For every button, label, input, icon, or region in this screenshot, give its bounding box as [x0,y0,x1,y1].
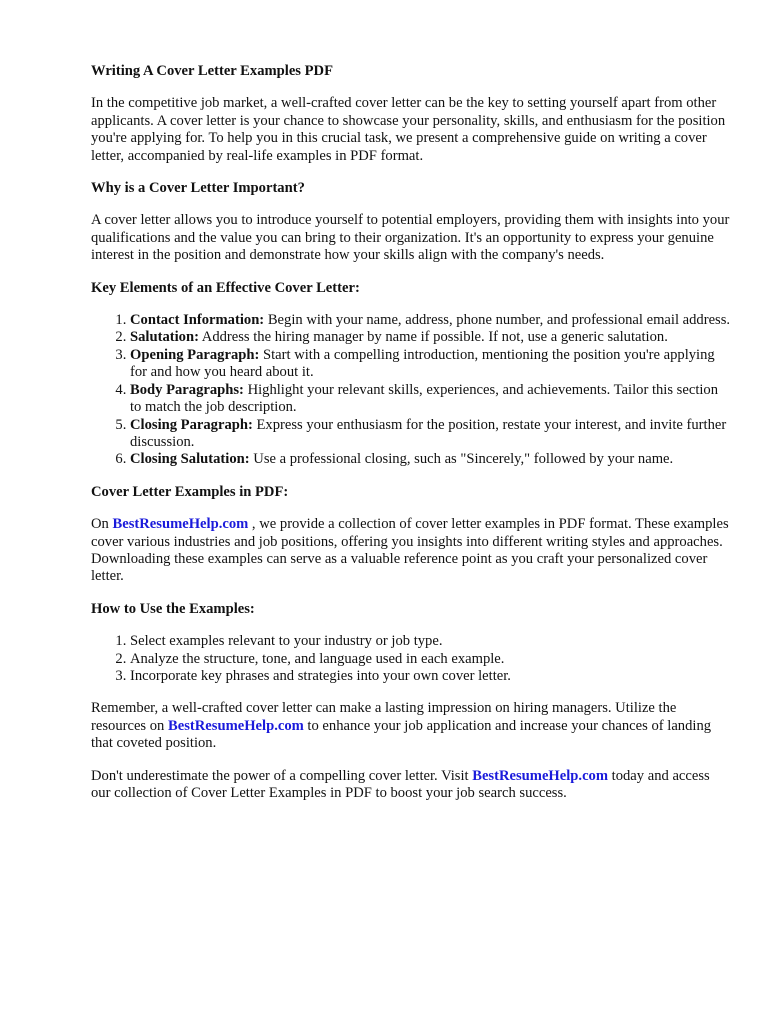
examples-prefix: On [91,516,113,533]
list-item-text: Begin with your name, address, phone number, and professional email address. [264,312,731,329]
bestresumehelp-link[interactable]: BestResumeHelp.com [472,767,608,784]
why-heading: Why is a Cover Letter Important? [91,180,305,197]
list-item: 1. Select examples relevant to your industry or job type. [130,633,731,650]
remember-paragraph [91,700,731,752]
list-item [130,417,731,452]
list-item-text: Address the hiring manager by name if possible. If not, use a generic salutation. [198,329,668,346]
list-item-text: Highlight your relevant skills, experiences, and achievements. Tailor this section to match the job description. [130,381,719,416]
list-item [130,312,731,329]
howto-list [91,633,731,685]
list-item [130,382,731,417]
list-item-text: Express your enthusiasm for the position, restate your interest, and invite further discussion. [130,416,727,450]
document-page [91,63,731,802]
list-item-text: Start with a compelling introduction, mentioning the position you're applying for and how you heard about it. [130,346,715,381]
list-item-label: Opening Paragraph: [130,346,260,363]
closing-paragraph [91,768,731,803]
list-item-label: Body Paragraphs: [130,381,244,398]
list-item-label: Closing Salutation: [130,451,250,468]
list-item-label: Contact Information: [130,312,265,329]
remember-suffix: to enhance your job application and increase your chances of landing that coveted position. [91,717,712,752]
closing-suffix: today and access our collection of Cover Letter Examples in PDF to boost your job search success. [91,767,710,801]
list-item: 2. Analyze the structure, tone, and language used in each example. [130,651,731,668]
examples-suffix: , we provide a collection of cover letter examples in PDF format. These examples cover various industries and job positions, offering you insights into different writing styles and approaches. Downloading these examples can serve as a valuable reference point as you craft your personalized cover letter. [91,516,729,585]
howto-heading: How to Use the Examples: [91,600,255,617]
why-paragraph: A cover letter allows you to introduce yourself to potential employers, providing them with insights into your qualifications and the value you can bring to their organization. It's an opportunity to express your genuine interest in the position and demonstrate how your skills align with the company's needs. [91,212,730,264]
list-item-text: Use a professional closing, such as "Sincerely," followed by your name. [249,451,674,468]
remember-prefix: Remember, a well-crafted cover letter can make a lasting impression on hiring managers. Utilize the resources on [91,700,677,734]
list-item: 3. Incorporate key phrases and strategies into your own cover letter. [130,668,731,685]
list-item-label: Salutation: [130,329,199,346]
document-title: Writing A Cover Letter Examples PDF [91,63,333,79]
list-item-label: Closing Paragraph: [130,416,253,433]
list-item [130,347,731,382]
key-elements-list [91,312,731,469]
bestresumehelp-link[interactable]: BestResumeHelp.com [168,717,304,734]
examples-paragraph [91,516,731,586]
bestresumehelp-link[interactable]: BestResumeHelp.com [112,516,249,533]
closing-prefix: Don't underestimate the power of a compelling cover letter. Visit [91,767,473,784]
key-elements-heading: Key Elements of an Effective Cover Letter: [91,279,360,296]
list-item [130,329,731,346]
examples-heading: Cover Letter Examples in PDF: [91,483,289,500]
intro-paragraph: In the competitive job market, a well-crafted cover letter can be the key to setting yourself apart from other applicants. A cover letter is your chance to showcase your personality, skills, and enthusiasm for the position you're applying for. To help you in this crucial task, we present a comprehensive guide on writing a cover letter, accompanied by real-life examples in PDF format. [91,95,726,164]
list-item [130,451,731,468]
